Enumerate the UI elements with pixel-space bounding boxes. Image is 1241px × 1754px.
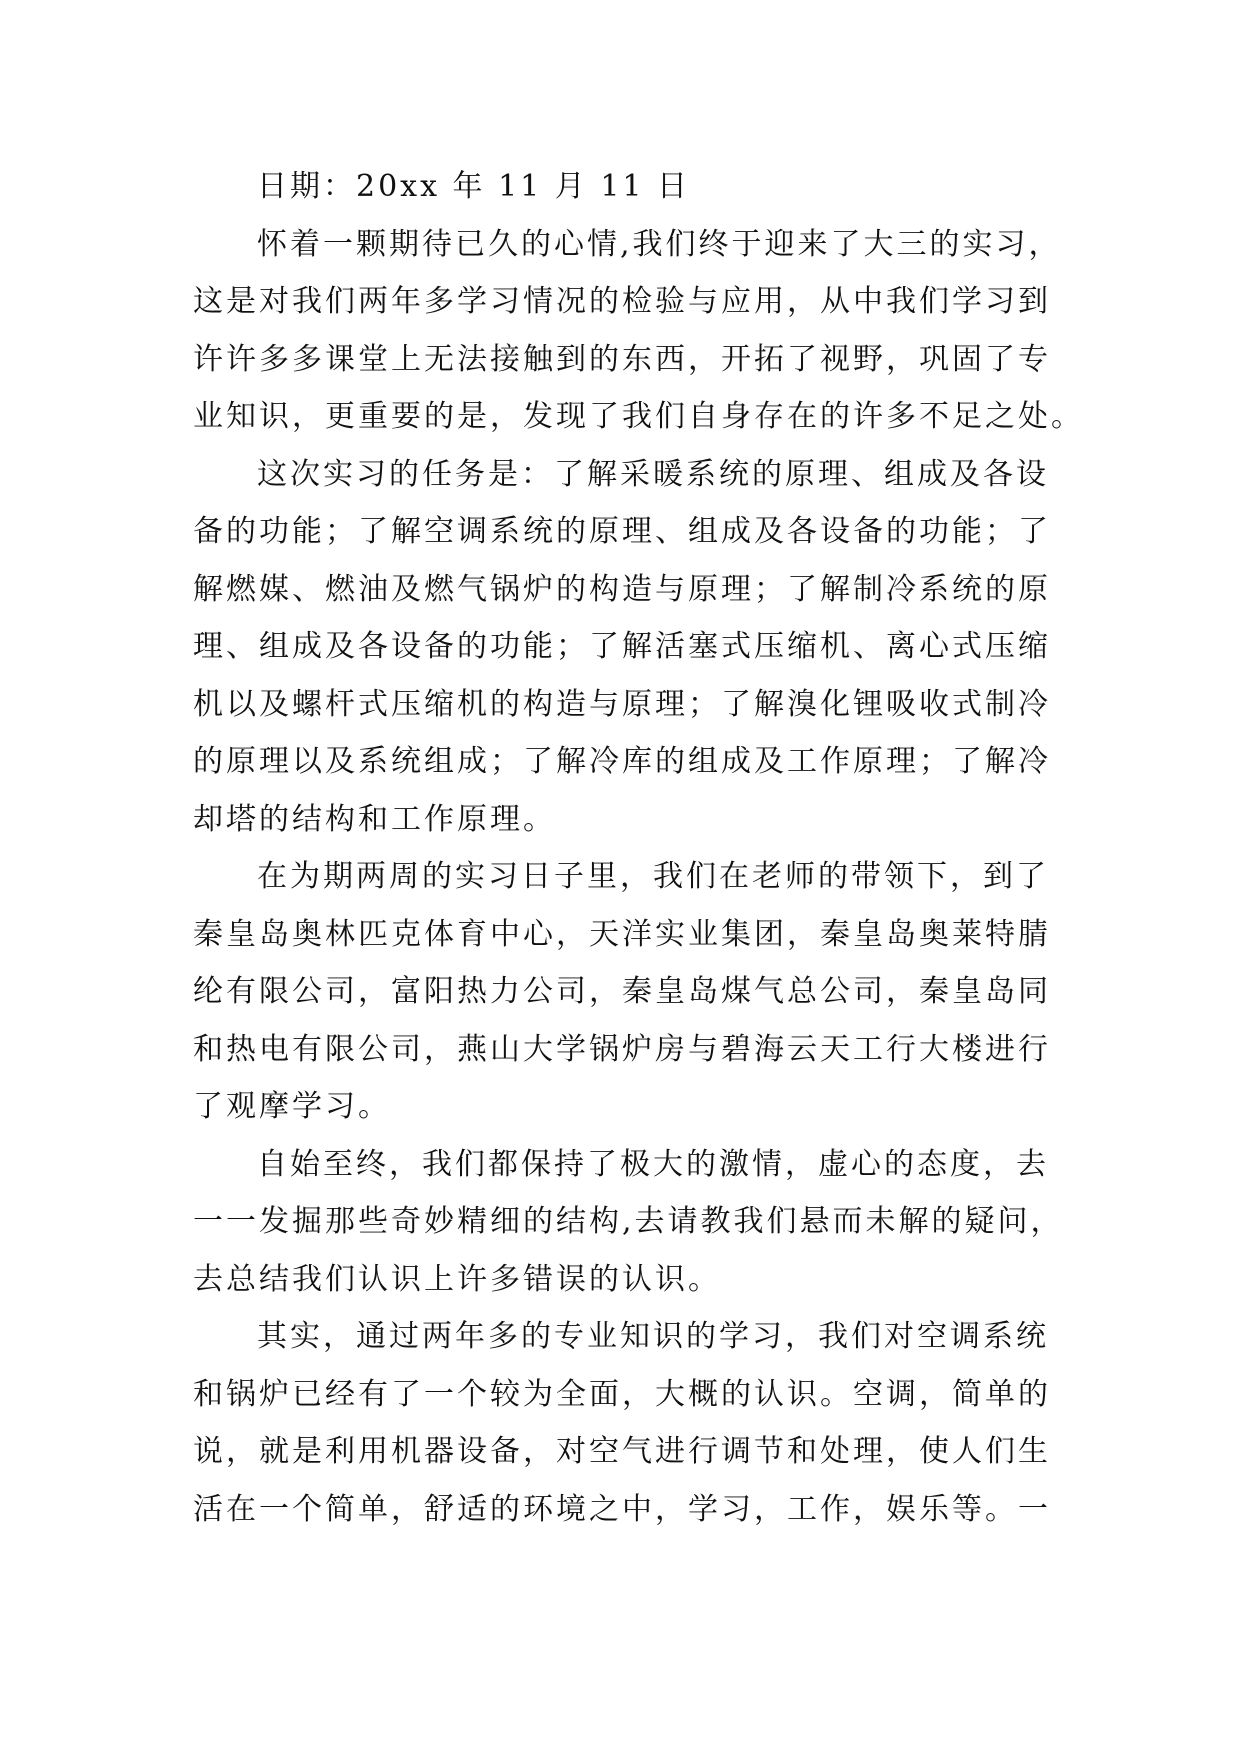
paragraph-2-line-7: 却塔的结构和工作原理。 [193,801,556,837]
paragraph-5-line-4: 活在一个简单，舒适的环境之中，学习，工作，娱乐等。一 [193,1491,1051,1527]
paragraph-3-line-2: 秦皇岛奥林匹克体育中心，天洋实业集团，秦皇岛奥莱特腈 [193,916,1051,952]
paragraph-2-line-2: 备的功能；了解空调系统的原理、组成及各设备的功能；了 [193,514,1051,549]
date-line: 日期：20xx 年 11 月 11 日 [257,169,691,204]
paragraph-1-line-1: 怀着一颗期待已久的心情,我们终于迎来了大三的实习， [257,226,1062,262]
paragraph-1-line-2: 这是对我们两年多学习情况的检验与应用，从中我们学习到 [193,284,1051,319]
paragraph-3-line-5: 了观摩学习。 [193,1089,391,1124]
paragraph-3-line-1: 在为期两周的实习日子里，我们在老师的带领下，到了 [257,859,1049,894]
paragraph-5-line-2: 和锅炉已经有了一个较为全面，大概的认识。空调，简单的 [193,1376,1051,1412]
document-body [193,158,1084,1538]
paragraph-5-line-1: 其实，通过两年多的专业知识的学习，我们对空调系统 [257,1319,1049,1354]
paragraph-4-line-2: 一一发掘那些奇妙精细的结构,去请教我们悬而未解的疑问， [193,1204,1064,1239]
paragraph-2-line-4: 理、组成及各设备的功能；了解活塞式压缩机、离心式压缩 [193,629,1051,664]
paragraph-4-line-1: 自始至终，我们都保持了极大的激情，虚心的态度，去 [257,1146,1049,1182]
paragraph-1-line-3: 许许多多课堂上无法接触到的东西，开拓了视野，巩固了专 [193,341,1051,377]
paragraph-2-line-3: 解燃媒、燃油及燃气锅炉的构造与原理；了解制冷系统的原 [193,571,1051,607]
paragraph-3-line-4: 和热电有限公司，燕山大学锅炉房与碧海云天工行大楼进行 [193,1031,1051,1067]
paragraph-5-line-3: 说，就是利用机器设备，对空气进行调节和处理，使人们生 [193,1434,1051,1469]
paragraph-2-line-5: 机以及螺杆式压缩机的构造与原理；了解溴化锂吸收式制冷 [193,686,1051,722]
paragraph-4-line-3: 去总结我们认识上许多错误的认识。 [193,1261,721,1297]
paragraph-3-line-3: 纶有限公司，富阳热力公司，秦皇岛煤气总公司，秦皇岛同 [193,974,1051,1009]
paragraph-1-line-4: 业知识，更重要的是，发现了我们自身存在的许多不足之处。 [193,399,1084,434]
paragraph-2-line-1: 这次实习的任务是：了解采暖系统的原理、组成及各设 [257,456,1049,492]
paragraph-2-line-6: 的原理以及系统组成；了解冷库的组成及工作原理；了解冷 [193,744,1051,779]
